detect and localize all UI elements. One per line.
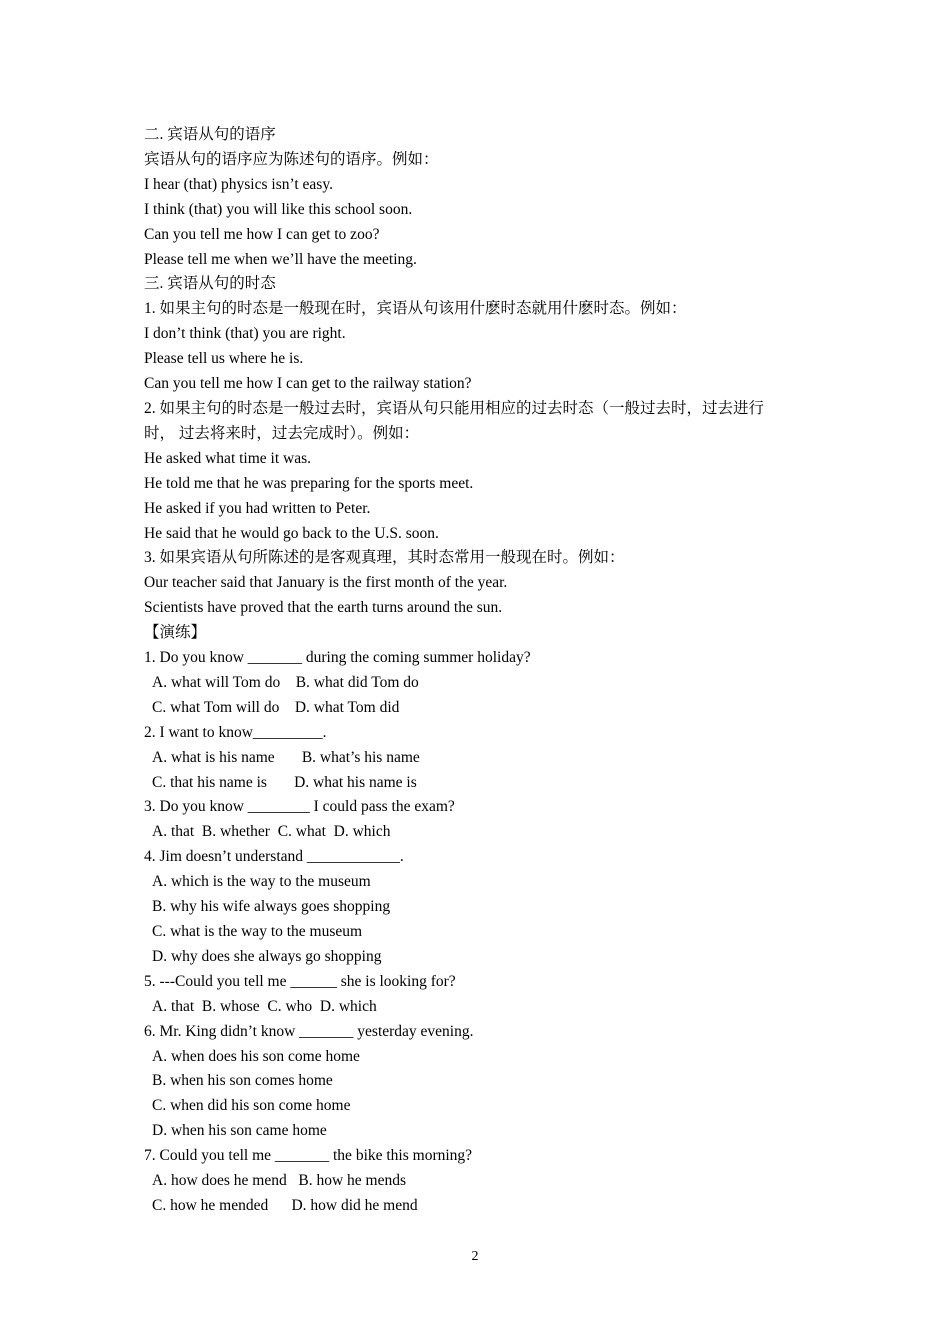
question-text: 5. ---Could you tell me ______ she is looking for? — [144, 972, 456, 990]
rule-text: 3. 如果宾语从句所陈述的是客观真理，其时态常用一般现在时。例如： — [144, 549, 625, 567]
example-sentence: Scientists have proved that the earth turns around the sun. — [144, 599, 503, 617]
question-text: 1. Do you know _______ during the coming summer holiday? — [144, 649, 531, 667]
answer-option: A. when does his son come home — [152, 1047, 360, 1065]
answer-option: A. which is the way to the museum — [152, 873, 371, 891]
question-text: 6. Mr. King didn’t know _______ yesterday evening. — [144, 1022, 474, 1040]
example-sentence: Our teacher said that January is the first month of the year. — [144, 574, 508, 592]
answer-options: C. how he mended D. how did he mend — [152, 1196, 418, 1214]
rule-text: 时， 过去将来时，过去完成时）。例如： — [144, 424, 420, 442]
example-sentence: I think (that) you will like this school soon. — [144, 200, 413, 218]
answer-options: A. that B. whose C. who D. which — [152, 997, 377, 1015]
example-sentence: I don’t think (that) you are right. — [144, 325, 346, 343]
example-sentence: Please tell me when we’ll have the meeting. — [144, 250, 417, 268]
question-text: 7. Could you tell me _______ the bike this morning? — [144, 1147, 473, 1165]
question-text: 2. I want to know_________. — [144, 723, 327, 741]
example-sentence: Please tell us where he is. — [144, 350, 304, 368]
question-text: 3. Do you know ________ I could pass the exam? — [144, 798, 455, 816]
answer-options: A. what is his name B. what’s his name — [152, 748, 420, 766]
section-intro: 宾语从句的语序应为陈述句的语序。例如： — [144, 150, 439, 168]
example-sentence: Can you tell me how I can get to zoo? — [144, 225, 380, 243]
example-sentence: He said that he would go back to the U.S. soon. — [144, 524, 439, 542]
answer-option: D. why does she always go shopping — [152, 947, 382, 965]
answer-option: D. when his son came home — [152, 1122, 327, 1140]
answer-options: C. what Tom will do D. what Tom did — [152, 698, 400, 716]
section-heading: 二. 宾语从句的语序 — [144, 126, 276, 143]
example-sentence: I hear (that) physics isn’t easy. — [144, 175, 333, 193]
example-sentence: He asked what time it was. — [144, 449, 312, 467]
example-sentence: Can you tell me how I can get to the railway station? — [144, 375, 472, 393]
answer-option: C. when did his son come home — [152, 1097, 351, 1115]
answer-options: A. that B. whether C. what D. which — [152, 823, 391, 841]
example-sentence: He asked if you had written to Peter. — [144, 499, 371, 517]
page-content — [144, 123, 824, 1219]
answer-options: A. what will Tom do B. what did Tom do — [152, 673, 419, 691]
page-number: 2 — [471, 1249, 479, 1264]
answer-options: A. how does he mend B. how he mends — [152, 1172, 406, 1190]
question-text: 4. Jim doesn’t understand ____________. — [144, 848, 404, 866]
answer-options: C. that his name is D. what his name is — [152, 773, 417, 791]
rule-text: 1. 如果主句的时态是一般现在时，宾语从句该用什麽时态就用什麽时态。例如： — [144, 300, 687, 318]
rule-text: 2. 如果主句的时态是一般过去时，宾语从句只能用相应的过去时态（一般过去时，过去进行 — [144, 399, 765, 417]
answer-option: B. when his son comes home — [152, 1072, 333, 1090]
example-sentence: He told me that he was preparing for the sports meet. — [144, 474, 474, 492]
practice-heading: 【演练】 — [144, 624, 207, 642]
answer-option: B. why his wife always goes shopping — [152, 898, 391, 916]
section-heading: 三. 宾语从句的时态 — [144, 275, 276, 293]
answer-option: C. what is the way to the museum — [152, 923, 363, 940]
